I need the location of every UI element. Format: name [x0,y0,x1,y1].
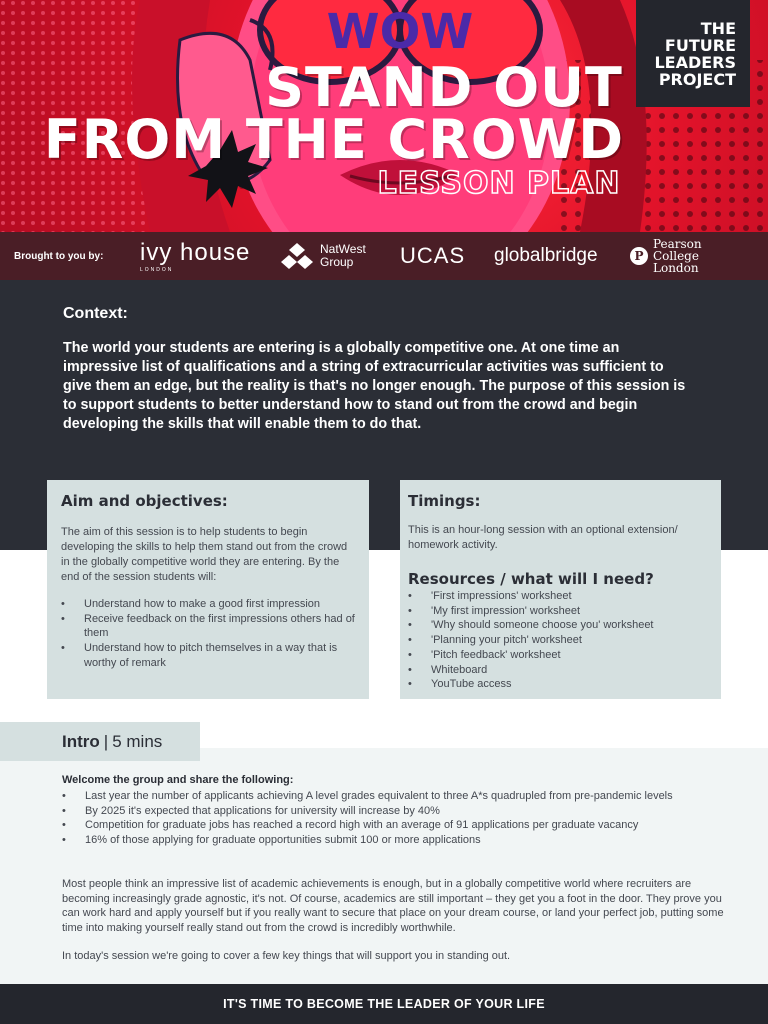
aim-objectives-card [47,480,369,699]
ivy-house-logo[interactable] [140,239,280,273]
timings-heading: Timings: [408,492,481,510]
list-item: • Competition for graduate jobs has reached a record high with an average of 91 applications per graduate vacancy [85,818,725,833]
list-item: • 'Planning your pitch' worksheet [431,633,711,648]
intro-facts-list [85,789,725,848]
intro-paragraph: In today's session we're going to cover a few key things that will support you in standing out. [62,950,511,962]
pearson-sub2: London [653,261,699,275]
list-item: • Understand how to pitch themselves in a way that is worthy of remark [84,641,359,670]
aim-intro: The aim of this session is to help students to begin developing the skills to help them stand out from the crowd in the globally competitive world they are entering. By the end of the session students will: [61,526,348,583]
intro-separator: | [103,731,109,751]
natwest-sub: Group [320,255,354,269]
pearson-college-logo[interactable] [630,238,702,274]
list-item: • By 2025 it's expected that applications for university will increase by 40% [85,804,725,819]
list-item: • Understand how to make a good first impression [84,597,359,612]
natwest-cubes-icon [280,241,314,271]
list-item: • Last year the number of applicants achieving A level grades equivalent to three A*s quadrupled from pre-pandemic levels [85,789,725,804]
objectives-list [84,597,359,671]
pearson-sub: College [653,249,699,263]
globalbridge-logo[interactable] [494,245,630,267]
timings-text: This is an hour-long session with an optional extension/ homework activity. [408,524,678,551]
list-item: • 'Pitch feedback' worksheet [431,648,711,663]
future-leaders-badge[interactable] [636,0,750,107]
sponsor-label: Brought to you by: [14,250,104,262]
intro-paragraph: Most people think an impressive list of academic achievements is enough, but in a globally competitive world where recruiters are becoming increasingly grade agnostic, it's not. Of course, academics are still important – they get you a foot in the door. They prove you can work hard and apply yourself but if you really want to secure that place on your dream course, or land your perfect job, putting some time into making yourself really stand out from the crowd is incredibly worthwhile. [62,878,724,935]
natwest-logo[interactable] [280,241,400,271]
timings-card [400,480,721,699]
ucas-name: UCAS [400,243,466,268]
natwest-name: NatWest [320,242,366,256]
footer-text: IT'S TIME TO BECOME THE LEADER OF YOUR LIFE [223,997,545,1011]
hero-banner [0,0,768,232]
ivy-house-sub: LONDON [140,267,174,273]
intro-section-tab [0,722,200,761]
intro-title: Intro [62,731,100,751]
resources-list [431,589,711,692]
context-heading: Context: [63,305,128,322]
intro-duration: 5 mins [112,731,163,751]
footer-banner [0,984,768,1024]
ivy-house-name: ivy house [140,239,251,266]
badge-line: LEADERS [654,53,736,72]
pearson-name: Pearson [653,237,702,251]
list-item: • 16% of those applying for graduate opportunities submit 100 or more applications [85,833,725,848]
resources-heading: Resources / what will I need? [408,570,654,588]
sponsor-bar [0,232,768,280]
list-item: • YouTube access [431,677,711,692]
badge-line: THE [700,19,736,38]
pearson-p-icon: P [630,247,648,265]
intro-lead: Welcome the group and share the following: [62,774,294,786]
list-item: • 'Why should someone choose you' worksheet [431,618,711,633]
list-item: • 'My first impression' worksheet [431,604,711,619]
list-item: • Receive feedback on the first impressions others had of them [84,612,359,641]
ucas-logo[interactable] [400,243,494,269]
aim-heading: Aim and objectives: [61,492,228,510]
badge-line: PROJECT [658,70,736,89]
glasses-wow-text: WOW [326,4,474,60]
list-item: • Whiteboard [431,663,711,678]
hero-title-line1: STAND OUT [265,56,623,119]
list-item: • 'First impressions' worksheet [431,589,711,604]
badge-line: FUTURE [664,36,736,55]
hero-title-line2: FROM THE CROWD [43,108,625,171]
context-body: The world your students are entering is a globally competitive one. At one time an impressive list of qualifications and a string of extracurricular activities was sufficient to give them an edge, but the reality is that's no longer enough. The purpose of this session is to support students to better understand how to stand out from the crowd and begin developing the skills that will enable them to do that. [63,340,686,432]
globalbridge-name: globalbridge [494,245,598,266]
hero-subtitle: LESSON PLAN [377,166,621,201]
